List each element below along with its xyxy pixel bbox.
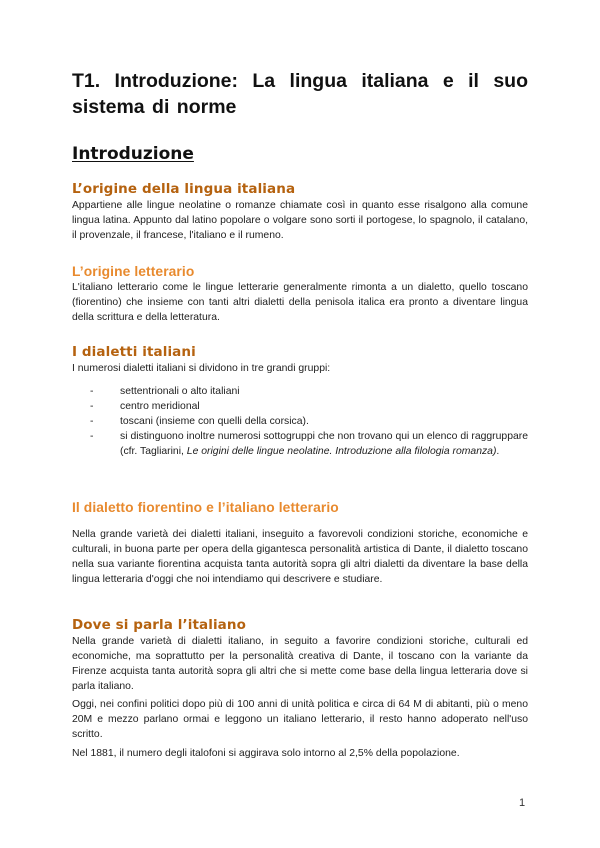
dash-bullet: - — [90, 386, 94, 397]
list-item: - toscani (insieme con quelli della corsica). — [90, 416, 309, 427]
dash-bullet: - — [90, 416, 94, 427]
list-item: - si distinguono inoltre numerosi sottogruppi che non trovano qui un elenco di raggruppare (cfr. Tagliarini, Le origini delle lingue neolatine. Introduzione alla filologia romanza). — [90, 431, 528, 457]
list-item: - centro meridional — [90, 401, 200, 412]
section-heading-origine-letterario: L’origine letterario — [72, 264, 195, 279]
section-heading-dove-si-parla: Dove si parla l’italiano — [72, 617, 246, 633]
dash-bullet: - — [90, 401, 94, 412]
section-heading-dialetti-italiani: I dialetti italiani — [72, 344, 196, 360]
section-heading-origine-lingua: L’origine della lingua italiana — [72, 181, 296, 197]
page-number: 1 — [519, 797, 526, 809]
paragraph: Nel 1881, il numero degli italofoni si aggirava solo intorno al 2,5% della popolazione. — [72, 748, 460, 759]
document-title: T1. Introduzione: La lingua italiana e il suo sistema di norme — [72, 70, 528, 118]
section-heading-dialetto-fiorentino: Il dialetto fiorentino e l’italiano letterario — [72, 500, 339, 515]
paragraph: Nella grande varietà dei dialetti italiani, inseguito a favorevoli condizioni storiche, economiche e culturali, in buona parte per opera della gigantesca personalità artistica di Dante, il dialetto toscano nella sua variante fiorentina acquista tanta autorità sopra gli altri dialetti da diventare la base della lingua letteraria d'oggi che noi intendiamo qui descrivere e studiare. — [72, 529, 528, 585]
paragraph: Appartiene alle lingue neolatine o romanze chiamate così in quanto esse risalgono alla comune lingua latina. Appunto dal latino popolare o volgare sono sorti il portogese, lo spagnolo, il catalano, il provenzale, il francese, l'italiano e il rumeno. — [72, 200, 528, 241]
paragraph: L'italiano letterario come le lingue letterarie generalmente rimonta a un dialetto, quello toscano (fiorentino) che insieme con tanti altri dialetti della penisola italica era pronto a diventare lingua della scrittura e della letteratura. — [72, 282, 528, 323]
intro-heading: Introduzione — [72, 144, 194, 164]
paragraph: Oggi, nei confini politici dopo più di 100 anni di unità politica e circa di 64 M di abitanti, più o meno 20M e mezzo parlano ormai e leggono un italiano letterario, il resto hanno adoperato nell'uso scritto. — [72, 699, 528, 740]
list-item: - settentrionali o alto italiani — [90, 386, 240, 397]
dialect-groups-list — [72, 384, 528, 459]
citation-title: Le origini delle lingue neolatine. Introduzione alla filologia romanza) — [186, 446, 497, 457]
paragraph: Nella grande varietà di dialetti italiano, in seguito a favorire condizioni storiche, culturali ed economiche, ma soprattutto per la personalità creativa di Dante, il toscano con la variante da Firenze acquista tanta autorità sopra gli altri che si mette come base della lingua letteraria dove si parla italiano. — [72, 636, 528, 692]
dash-bullet: - — [90, 431, 94, 442]
paragraph: I numerosi dialetti italiani si dividono in tre grandi gruppi: — [72, 363, 331, 374]
